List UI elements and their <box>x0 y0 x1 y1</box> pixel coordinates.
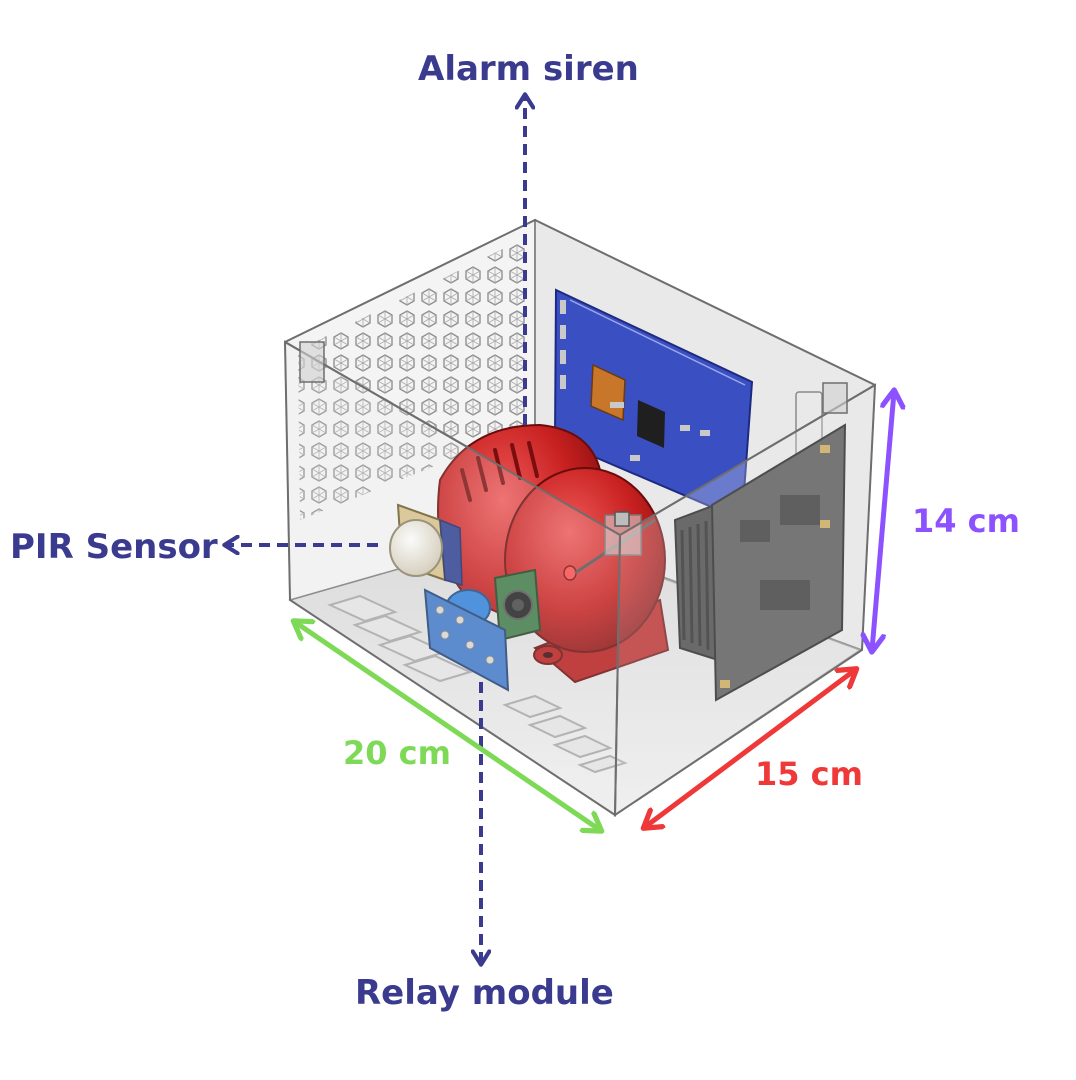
height-dimension-arrow <box>872 392 894 650</box>
height-dimension-label: 14 cm <box>912 502 1020 540</box>
depth-dimension-label: 15 cm <box>755 755 863 793</box>
alarm-siren-label: Alarm siren <box>418 49 639 89</box>
pir-sensor-label: PIR Sensor <box>10 527 218 567</box>
relay-module-label: Relay module <box>355 973 614 1013</box>
width-dimension-label: 20 cm <box>343 734 451 772</box>
